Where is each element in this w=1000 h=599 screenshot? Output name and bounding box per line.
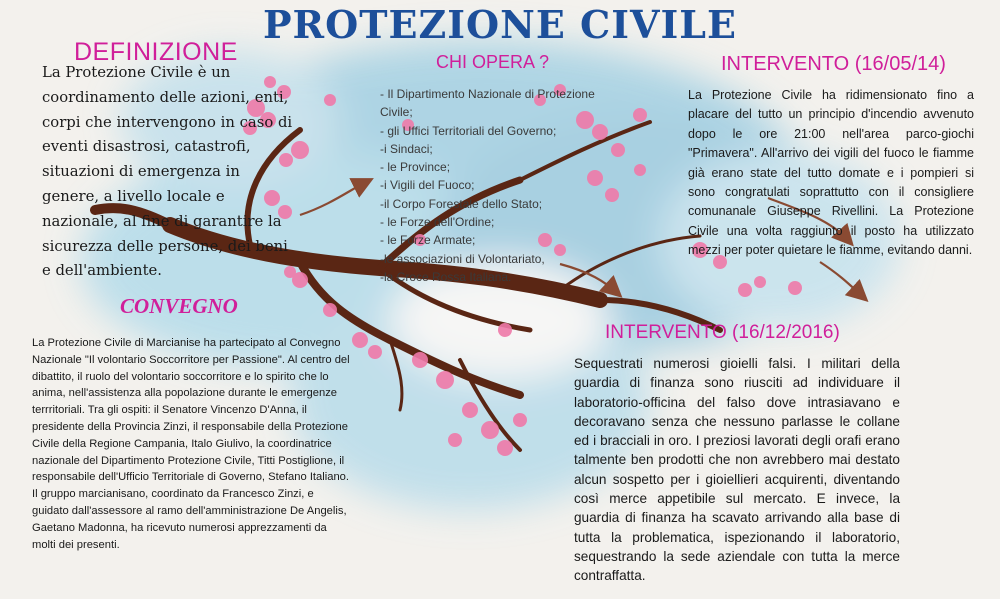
convegno-heading: CONVEGNO bbox=[120, 294, 238, 318]
list-item: - gli Uffici Territoriali del Governo; bbox=[380, 123, 557, 138]
definizione-heading: DEFINIZIONE bbox=[74, 38, 238, 66]
intervento-2-heading: INTERVENTO (16/12/2016) bbox=[605, 322, 840, 343]
intervento-1-text: La Protezione Civile ha ridimensionato fino a placare del tutto un principio d'incendio avvenuto dopo le ore 21:00 nell'area parco-giochi "Primavera". All'arrivo dei vigili del fuoco le fiamme già erano state del tutto domate e i pompieri si sono congratulati soprattutto con il consigliere comunanale Giuseppe Rivellini. La Protezione Civile una volta raggiunto il posto ha utilizzato mezzi per poter quietare le fiamme, evitando danni. bbox=[688, 88, 974, 258]
intervento-1-heading: INTERVENTO (16/05/14) bbox=[721, 53, 946, 75]
chi-opera-list bbox=[380, 85, 600, 286]
list-item: -i Vigili del Fuoco; bbox=[380, 178, 475, 193]
list-item: -il Corpo Forestale dello Stato; bbox=[380, 196, 543, 211]
list-item: - le Province; bbox=[380, 160, 451, 175]
list-item: - Il Dipartimento Nazionale di Protezione Civile; bbox=[380, 87, 595, 120]
list-item: -le associazioni di Volontariato, bbox=[380, 251, 545, 266]
intervento-2-text: Sequestrati numerosi gioielli falsi. I militari della guardia di finanza sono riusciti ad individuare il laboratorio-officina del falso dove intrasiavano e decoravano senza che nessuno parlasse le collane ed i bracciali in oro. I preziosi lavorati degli orafi erano talmente ben prodotti che non avrebbero mai destato alcun sospetto per i gioiellieri acquirenti, diventando così merce appetibile sul mercato. E invece, la guardia di finanza ha scavato arrivando alla base di tutta la problematica, ispezionando il laboratorio, sequestrando la sede aziendale con tutta la merce contraffatta. bbox=[574, 356, 900, 584]
list-item: -la Croce Rossa Italiana. bbox=[380, 269, 512, 284]
list-item: - le Forze Armate; bbox=[380, 233, 476, 248]
page-title: PROTEZIONE CIVILE bbox=[262, 2, 737, 47]
chi-opera-heading: CHI OPERA ? bbox=[436, 52, 550, 72]
convegno-text: La Protezione Civile di Marcianise ha partecipato al Convegno Nazionale "Il volontario Soccorritore per Passione". Al centro del dibattito, il ruolo del volontario soccorritore e lo spirito che lo anima, nell'assistenza alla popolazione durante le emergenze terrritoriali. Tra gli ospiti: il Senatore Vincenzo D'Anna, il presidente della Provincia Zinzi, il responsabile della Protezione Civile della Regione Campania, Italo Giulivo, la coordinatrice nazionale del Dipartimento Protezione Civile, Titti Postiglione, il responsabile dell'Ufficio Territoriale di Governo, Stefano Italiano. Il gruppo marcianisano, coordinato da Francesco Zinzi, e guidato dall'assessore al ramo dell'amministrazione De Angelis, Gaetano Madonna, ha ricevuto numerosi apprezzamenti da molti dei presenti. bbox=[32, 337, 350, 551]
list-item: - le Forze dell'Ordine; bbox=[380, 215, 495, 230]
list-item: -i Sindaci; bbox=[380, 141, 433, 156]
definizione-text: La Protezione Civile è un coordinamento delle azioni, enti, corpi che intervengono in caso di eventi disastrosi, catastrofi, situazioni di emergenza in genere, a livello locale e nazionale, al fine di garantire la sicurezza delle persone, dei beni e dell'ambiente. bbox=[42, 64, 293, 280]
